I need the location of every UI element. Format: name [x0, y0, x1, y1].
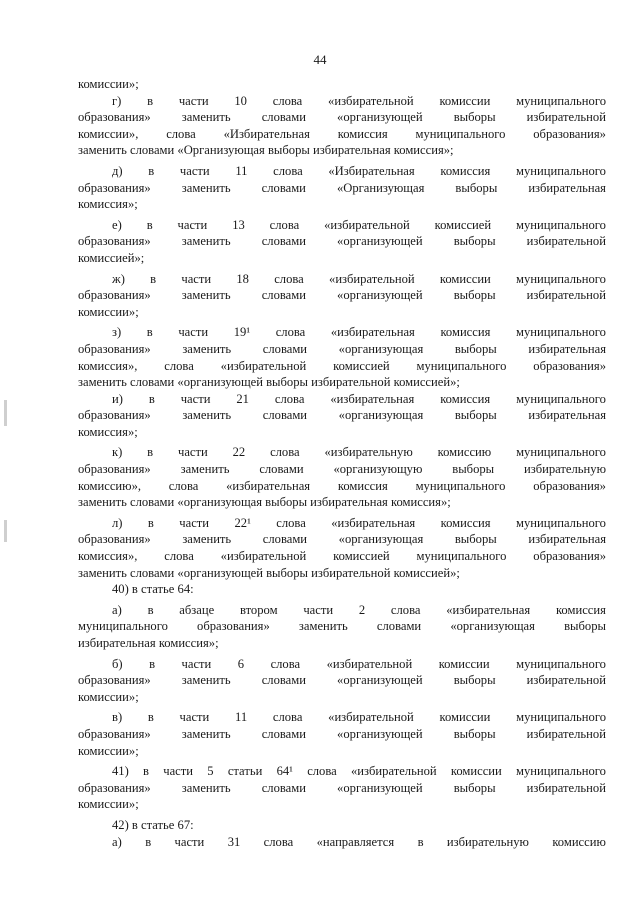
- word: «избирательная: [226, 478, 311, 493]
- word: словами: [261, 726, 306, 741]
- word: в: [148, 163, 155, 178]
- word: выборы: [453, 234, 496, 249]
- word: избирательной: [526, 234, 606, 249]
- text-line: [78, 341, 606, 358]
- text-line: [78, 126, 606, 143]
- word: «избирательную: [324, 445, 413, 460]
- word: части: [163, 764, 194, 779]
- text-line: комиссия»;: [78, 424, 138, 439]
- word: образования»: [78, 780, 151, 795]
- word: 13: [232, 217, 245, 232]
- word: избирательной: [526, 673, 606, 688]
- word: б): [112, 656, 123, 671]
- word: в): [112, 710, 123, 725]
- text-line: 42) в статье 67:: [112, 817, 194, 832]
- word: 6: [237, 656, 245, 671]
- word: словами: [262, 341, 308, 356]
- word: 11: [235, 710, 248, 725]
- word: «избирательной: [328, 710, 414, 725]
- word: «Организующая: [336, 180, 425, 195]
- text-line: 40) в статье 64:: [112, 582, 194, 597]
- word: 31: [227, 834, 241, 849]
- text-line: комиссии»;: [78, 743, 139, 758]
- word: муниципального: [415, 126, 506, 141]
- text-line: [78, 531, 606, 548]
- word: муниципального: [516, 325, 606, 340]
- text-line: комиссии»;: [78, 797, 139, 812]
- word: комиссия: [440, 515, 491, 530]
- word: образования»: [78, 288, 151, 303]
- word: выборы: [453, 726, 496, 741]
- word: словами: [261, 180, 306, 195]
- text-line: комиссии»;: [78, 689, 139, 704]
- word: в: [146, 325, 153, 340]
- word: заменить: [181, 673, 231, 688]
- word: «избирательной: [328, 93, 414, 108]
- word: избирательной: [526, 780, 606, 795]
- word: комиссией: [333, 358, 390, 373]
- word: словами: [259, 462, 304, 477]
- word: абзаце: [179, 602, 215, 617]
- word: «организующей: [337, 780, 423, 795]
- word: ж): [112, 271, 125, 286]
- word: 2: [358, 602, 366, 617]
- word: слова: [274, 271, 304, 286]
- word: комиссия: [440, 325, 491, 340]
- text-line: комиссия»;: [78, 197, 138, 212]
- word: 10: [234, 93, 247, 108]
- word: комиссией: [434, 217, 492, 232]
- word: «организующую: [333, 462, 423, 477]
- text-line: [78, 672, 606, 689]
- text-line: [78, 407, 606, 424]
- word: «организующей: [337, 110, 423, 125]
- word: выборы: [453, 780, 496, 795]
- word: «избирательной: [220, 549, 307, 564]
- word: муниципального: [415, 478, 506, 493]
- text-line: [78, 324, 606, 341]
- word: слова: [166, 126, 196, 141]
- word: образования»: [78, 110, 151, 125]
- word: «избирательной: [329, 271, 415, 286]
- word: муниципального: [516, 163, 606, 178]
- word: части: [178, 93, 209, 108]
- text-line: [78, 709, 606, 726]
- word: избирательная: [528, 341, 606, 356]
- word: части: [180, 391, 211, 406]
- word: в: [147, 445, 154, 460]
- word: заменить: [181, 180, 231, 195]
- word: части: [174, 834, 205, 849]
- text-line: [78, 602, 606, 619]
- word: з): [112, 325, 122, 340]
- word: слова: [273, 163, 303, 178]
- word: комиссия: [337, 126, 388, 141]
- scan-margin-mark: [4, 520, 7, 542]
- word: заменить: [181, 780, 231, 795]
- word: выборы: [454, 408, 497, 423]
- word: л): [112, 515, 123, 530]
- text-line: комиссии»;: [78, 77, 139, 91]
- word: части: [177, 445, 208, 460]
- word: избирательная: [528, 532, 606, 547]
- word: муниципального: [516, 217, 606, 232]
- text-line: [78, 834, 606, 851]
- word: выборы: [455, 180, 498, 195]
- word: г): [112, 93, 122, 108]
- text-line: [78, 763, 606, 780]
- text-line: [78, 180, 606, 197]
- word: «направляется: [316, 834, 395, 849]
- word: слова: [272, 710, 303, 725]
- word: в: [148, 391, 155, 406]
- word: слова: [164, 358, 194, 373]
- word: «организующей: [337, 288, 423, 303]
- word: «организующей: [337, 234, 423, 249]
- word: слова: [269, 217, 300, 232]
- text-line: [78, 726, 606, 743]
- text-line: заменить словами «организующая выборы избирательная комиссия»;: [78, 495, 451, 510]
- word: выборы: [453, 673, 496, 688]
- word: 19¹: [233, 325, 251, 340]
- word: муниципального: [516, 656, 606, 671]
- word: муниципального: [516, 391, 606, 406]
- word: комиссию: [437, 445, 492, 460]
- word: «избирательной: [324, 217, 410, 232]
- word: части: [181, 271, 212, 286]
- word: в: [147, 93, 154, 108]
- word: комиссии: [439, 93, 491, 108]
- word: «избирательная: [330, 325, 415, 340]
- word: словами: [262, 408, 308, 423]
- word: комиссии: [439, 710, 491, 725]
- text-line: [78, 780, 606, 797]
- scan-margin-mark: [4, 400, 7, 426]
- text-line: [78, 287, 606, 304]
- text-line: избирательная комиссия»;: [78, 636, 219, 650]
- word: «избирательной: [326, 656, 413, 671]
- word: выборы: [564, 619, 606, 634]
- word: образования»: [197, 619, 270, 634]
- word: выборы: [453, 110, 496, 125]
- word: «избирательная: [446, 602, 531, 617]
- word: образования»: [78, 673, 151, 688]
- text-line: [78, 478, 606, 495]
- word: «избирательная: [330, 391, 415, 406]
- word: образования»: [78, 462, 151, 477]
- word: «организующей: [337, 673, 423, 688]
- document-body: [78, 76, 606, 850]
- word: муниципального: [416, 549, 507, 564]
- text-line: комиссии»;: [78, 304, 139, 319]
- word: 22: [232, 445, 246, 460]
- word: в: [417, 834, 424, 849]
- word: комиссии: [450, 764, 502, 779]
- word: «избирательной: [220, 358, 307, 373]
- word: в: [146, 217, 153, 232]
- word: комиссия»,: [78, 358, 138, 373]
- word: статьи: [227, 764, 263, 779]
- text-line: [78, 548, 606, 565]
- word: в: [147, 515, 154, 530]
- word: муниципального: [416, 358, 507, 373]
- word: 18: [236, 271, 249, 286]
- word: а): [112, 602, 122, 617]
- word: части: [178, 325, 209, 340]
- text-line: заменить словами «организующей выборы избирательной комиссией»;: [78, 565, 460, 580]
- page-number: 44: [313, 52, 327, 67]
- word: слова: [390, 602, 421, 617]
- word: «Избирательная: [223, 126, 310, 141]
- text-line: [78, 271, 606, 288]
- word: комиссия: [555, 602, 606, 617]
- word: в: [149, 656, 156, 671]
- word: 41): [112, 764, 129, 779]
- word: образования»: [78, 532, 151, 547]
- word: части: [179, 515, 210, 530]
- word: в: [147, 710, 154, 725]
- text-line: [78, 358, 606, 375]
- word: в: [143, 764, 149, 779]
- word: избирательная: [528, 408, 606, 423]
- word: «организующая: [338, 341, 424, 356]
- text-line: [78, 217, 606, 234]
- word: «избирательной: [350, 764, 437, 779]
- word: «организующая: [338, 408, 424, 423]
- word: заменить: [181, 726, 231, 741]
- word: слова: [263, 834, 294, 849]
- word: образования»: [78, 726, 151, 741]
- word: части: [179, 710, 210, 725]
- word: образования»: [78, 341, 151, 356]
- word: образования»: [533, 549, 606, 564]
- word: слова: [164, 549, 194, 564]
- word: заменить: [181, 110, 231, 125]
- word: 21: [236, 391, 249, 406]
- word: в: [145, 834, 152, 849]
- word: избирательной: [526, 110, 606, 125]
- word: словами: [261, 288, 306, 303]
- word: слова: [275, 325, 306, 340]
- word: слова: [168, 478, 199, 493]
- word: заменить: [181, 288, 231, 303]
- word: комиссию: [552, 834, 606, 849]
- word: образования»: [533, 126, 606, 141]
- word: комиссии»,: [78, 126, 139, 141]
- word: 5: [207, 764, 214, 779]
- word: комиссия»,: [78, 549, 138, 564]
- word: муниципального: [516, 93, 606, 108]
- word: слова: [272, 93, 303, 108]
- text-line: [78, 93, 606, 110]
- word: заменить: [181, 234, 231, 249]
- word: заменить: [182, 532, 232, 547]
- word: комиссией: [333, 549, 390, 564]
- word: муниципального: [516, 710, 606, 725]
- word: избирательной: [526, 726, 606, 741]
- word: выборы: [452, 462, 495, 477]
- word: слова: [307, 764, 337, 779]
- word: образования»: [533, 478, 606, 493]
- word: заменить: [182, 341, 232, 356]
- word: словами: [261, 234, 306, 249]
- word: слова: [270, 445, 300, 460]
- word: словами: [376, 619, 422, 634]
- word: в: [147, 602, 154, 617]
- word: словами: [261, 110, 306, 125]
- text-line: [78, 163, 606, 180]
- word: «организующая: [338, 532, 424, 547]
- word: комиссии: [438, 656, 490, 671]
- word: избирательная: [528, 180, 606, 195]
- word: «организующая: [450, 619, 535, 634]
- word: д): [112, 163, 123, 178]
- word: заменить: [298, 619, 348, 634]
- word: а): [112, 834, 122, 849]
- word: муниципального: [516, 515, 606, 530]
- text-line: [78, 656, 606, 673]
- word: словами: [261, 780, 306, 795]
- word: муниципального: [78, 619, 168, 634]
- word: 64¹: [276, 764, 293, 779]
- word: в: [150, 271, 157, 286]
- word: словами: [262, 532, 308, 547]
- text-line: [78, 233, 606, 250]
- word: заменить: [180, 462, 230, 477]
- word: «организующей: [337, 726, 423, 741]
- word: втором: [239, 602, 278, 617]
- text-line: комиссией»;: [78, 250, 145, 265]
- word: комиссия: [440, 391, 491, 406]
- word: выборы: [454, 341, 497, 356]
- word: части: [177, 217, 208, 232]
- word: части: [303, 602, 334, 617]
- word: 11: [235, 163, 248, 178]
- word: образования»: [78, 234, 151, 249]
- word: образования»: [533, 358, 606, 373]
- word: комиссию»,: [78, 478, 142, 493]
- word: выборы: [454, 532, 497, 547]
- word: избирательную: [446, 834, 529, 849]
- text-line: [78, 461, 606, 478]
- text-line: [78, 515, 606, 532]
- word: слова: [276, 515, 306, 530]
- word: избирательную: [523, 462, 606, 477]
- text-line: [78, 109, 606, 126]
- word: «избирательная: [331, 515, 416, 530]
- text-line: [78, 444, 606, 461]
- word: заменить: [182, 408, 232, 423]
- text-line: [78, 391, 606, 408]
- word: муниципального: [516, 764, 606, 779]
- text-line: заменить словами «организующей выборы избирательной комиссией»;: [78, 375, 460, 390]
- text-line: [78, 618, 606, 635]
- word: комиссии: [439, 271, 491, 286]
- word: словами: [261, 673, 306, 688]
- word: образования»: [78, 408, 151, 423]
- word: слова: [270, 656, 301, 671]
- word: комиссия: [337, 478, 388, 493]
- word: муниципального: [516, 271, 606, 286]
- word: образования»: [78, 180, 151, 195]
- word: избирательной: [526, 288, 606, 303]
- word: выборы: [453, 288, 496, 303]
- word: муниципального: [516, 445, 606, 460]
- word: части: [181, 656, 212, 671]
- word: 22¹: [234, 515, 251, 530]
- word: части: [179, 163, 210, 178]
- word: «Избирательная: [328, 163, 415, 178]
- text-line: заменить словами «Организующая выборы избирательная комиссия»;: [78, 143, 454, 158]
- word: и): [112, 391, 123, 406]
- word: комиссия: [440, 163, 491, 178]
- word: слова: [274, 391, 305, 406]
- word: е): [112, 217, 122, 232]
- word: к): [112, 445, 123, 460]
